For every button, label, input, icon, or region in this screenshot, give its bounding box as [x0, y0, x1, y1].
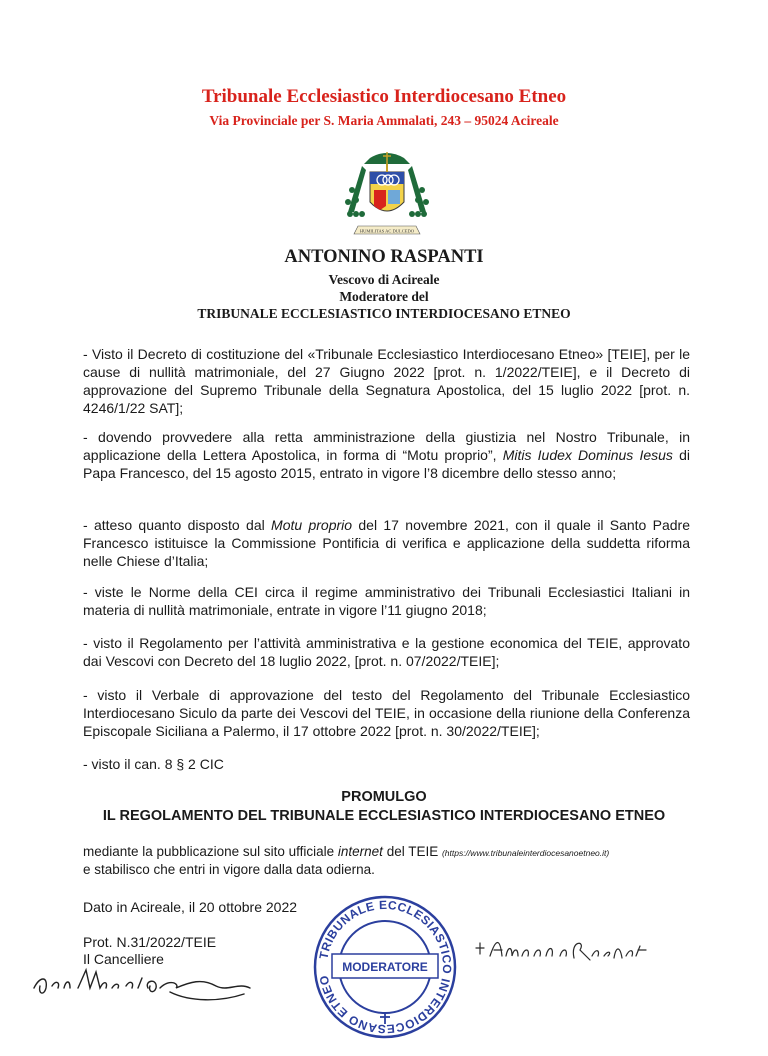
p2-text-c: di Papa Francesco, del 15 agosto 2015, entrato in vigore l’8 dicembre dello stesso anno; [83, 447, 690, 481]
p2-text-a: - dovendo provvedere alla retta amministrazione della giustizia nel Nostro Tribunale, in applicazione della Lettera Apostolica, in forma di “Motu proprio”, [83, 429, 690, 463]
seal-ring-text: TRIBUNALE ECCLESIASTICO INTERDIOCESANO ETNEO [316, 897, 455, 1037]
crest-motto: HUMILITAS AC DULCEDO [359, 228, 415, 234]
tribunal-name-heading: TRIBUNALE ECCLESIASTICO INTERDIOCESANO ETNEO [197, 306, 571, 321]
whereas-paragraph-4: - viste le Norme della CEI circa il regime amministrativo dei Tribunali Ecclesiastici Italiani in materia di nullità matrimoniale, entrate in vigore l’11 giugno 2018; [83, 584, 690, 618]
p3-text-c: del 17 novembre 2021, con il quale il Santo Padre Francesco istituisce la Commissione Pontificia di verifica e applicazione della suddetta riforma nelle Chiese d’Italia; [83, 517, 691, 569]
whereas-paragraph-7: - visto il can. 8 § 2 CIC [83, 756, 224, 772]
publication-text-c: del TEIE [382, 844, 442, 859]
protocol-number: Prot. N.31/2022/TEIE [83, 934, 217, 950]
bishop-role: Vescovo di Acireale [328, 272, 440, 287]
tribunal-address: Via Provinciale per S. Maria Ammalati, 243 – 95024 Acireale [209, 113, 559, 128]
whereas-paragraph-6: - visto il Verbale di approvazione del testo del Regolamento del Tribunale Ecclesiastico Interdiocesano Siculo da parte dei Vescovi del TEIE, in occasione della riunione della Conferenza Episcopale Siciliana a Palermo, il 17 ottobre 2022 [prot. n. 30/2022/TEIE]; [83, 687, 690, 739]
bishop-name: ANTONINO RASPANTI [284, 247, 484, 267]
whereas-paragraph-2 [83, 428, 690, 482]
tribunal-title: Tribunale Ecclesiastico Interdiocesano Etneo [201, 86, 567, 107]
publication-internet: internet [337, 844, 383, 859]
p3-text-a: - atteso quanto disposto dal [83, 517, 272, 533]
coat-of-arms-icon [340, 150, 435, 242]
tribunal-seal [310, 892, 460, 1042]
promulgo-heading: PROMULGO [341, 789, 427, 805]
regulation-title: IL REGOLAMENTO DEL TRIBUNALE ECCLESIASTICO INTERDIOCESANO ETNEO [102, 808, 666, 824]
p3-motu-proprio-italic: Motu proprio [271, 517, 353, 533]
seal-center-text: MODERATORE [342, 960, 428, 974]
entry-into-force-line: e stabilisco che entri in vigore dalla data odierna. [83, 862, 375, 877]
website-url: (https://www.tribunaleinterdiocesanoetneo.it) [441, 848, 610, 858]
chancellor-signature [30, 958, 260, 1008]
publication-text-a: mediante la pubblicazione sul sito ufficiale [83, 844, 338, 859]
whereas-paragraph-1: - Visto il Decreto di costituzione del «Tribunale Ecclesiastico Interdiocesano Etneo» [TEIE], per le cause di nullità matrimoniale, del 27 Giugno 2022 [prot. n. 1/2022/TEIE], e il Decreto di approvazione del Supremo Tribunale della Segnatura Apostolica, del 15 luglio 2022 [prot. n. 4246/1/22 SAT]; [83, 346, 690, 416]
p2-title-italic: Mitis Iudex Dominus Iesus [502, 447, 673, 463]
date-place: Dato in Acireale, il 20 ottobre 2022 [83, 899, 298, 915]
whereas-paragraph-5: - visto il Regolamento per l’attività amministrativa e la gestione economica del TEIE, approvato dai Vescovi con Decreto del 18 luglio 2022, [prot. n. 07/2022/TEIE]; [83, 635, 690, 669]
whereas-paragraph-3 [83, 516, 690, 570]
bishop-signature [470, 930, 655, 975]
moderator-label: Moderatore del [339, 289, 429, 304]
chancellor-label: Il Cancelliere [83, 951, 164, 967]
publication-line [83, 843, 703, 862]
